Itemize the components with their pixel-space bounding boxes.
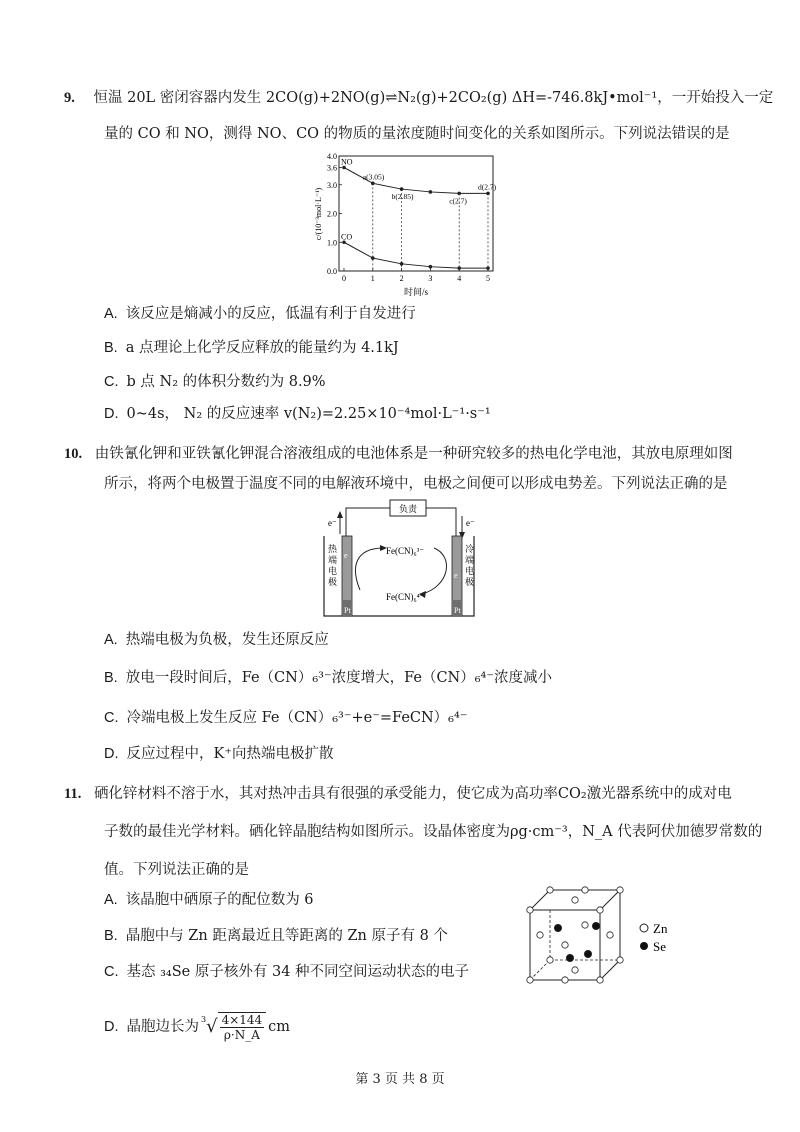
legend-zn-marker bbox=[640, 924, 648, 932]
species-fe-cn6-4minus: Fe(CN)₆⁴⁻ bbox=[386, 592, 425, 602]
zn-atom bbox=[527, 977, 533, 983]
zn-atom bbox=[617, 957, 623, 963]
series-label-co: CO bbox=[341, 232, 353, 242]
pt-label-left: Pt bbox=[344, 606, 351, 615]
q9-stem-line1 bbox=[64, 88, 773, 108]
q10-option-a-text: 热端电极为负极，发生还原反应 bbox=[125, 632, 329, 648]
q10-stem-line2: 所示，将两个电极置于温度不同的电解液环境中，电极之间便可以形成电势差。下列说法正确的是 bbox=[104, 476, 728, 492]
q10-option-a: A. 热端电极为负极，发生还原反应 bbox=[104, 632, 329, 648]
q11-stem-line2: 子数的最佳光学材料。硒化锌晶胞结构如图所示。设晶体密度为ρg·cm⁻³，N_A 代表阿伏加德罗常数的 bbox=[104, 824, 763, 840]
q10-option-d-text: 反应过程中，K⁺向热端电极扩散 bbox=[126, 746, 334, 762]
point-no bbox=[429, 190, 433, 194]
electron-label-left: e⁻ bbox=[328, 518, 337, 528]
q11-option-d: D. 晶胞边长为 3 √ $\frac{4\times 144}{\rho\cdot N\_A}$ cm bbox=[104, 1012, 290, 1042]
zn-atom bbox=[527, 907, 533, 913]
y-tick-label: 1.0 bbox=[327, 238, 337, 248]
pt-label-right: Pt bbox=[454, 606, 461, 615]
annotation-label: b(2.85) bbox=[391, 192, 414, 202]
q9-text-1: 恒温 20L 密闭容器内发生 2CO(g)+2NO(g)⇌N₂(g)+2CO₂(g) ΔH=-746.8kJ•mol⁻¹，一开始投入一定 bbox=[93, 90, 774, 106]
electron-label-right: e⁻ bbox=[466, 518, 475, 528]
x-tick-label: 4 bbox=[457, 274, 462, 283]
annotation-label: c(2.7) bbox=[449, 196, 467, 206]
zn-atom bbox=[597, 907, 603, 913]
q11-option-c-text: 基态 ₃₄Se 原子核外有 34 种不同空间运动状态的电子 bbox=[126, 964, 470, 980]
q10-option-d: D. 反应过程中，K⁺向热端电极扩散 bbox=[104, 746, 334, 762]
y-tick-label: 0.0 bbox=[327, 267, 337, 276]
q9-stem-line2: 量的 CO 和 NO，测得 NO、CO 的物质的量浓度随时间变化的关系如图所示。下列说法错误的是 bbox=[104, 126, 730, 142]
q11-text-1: 硒化锌材料不溶于水，其对热冲击具有很强的承受能力，使它成为高功率CO₂激光器系统中的成对电 bbox=[93, 786, 732, 802]
chart-xlabel: 时间/s bbox=[403, 287, 429, 297]
cube-root-expression: 3 √ $\frac{4\times 144}{\rho\cdot N\_A}$ bbox=[201, 1012, 266, 1042]
root-denominator: ρ·N_A bbox=[223, 1028, 260, 1042]
series-label-no: NO bbox=[341, 157, 353, 167]
e-label-left: e bbox=[344, 551, 348, 560]
x-tick-label: 5 bbox=[486, 274, 490, 283]
wire-left bbox=[346, 508, 390, 536]
q10-number: 10. bbox=[64, 446, 83, 462]
q11-number: 11. bbox=[64, 786, 82, 802]
q11-option-a: A. 该晶胞中硒原子的配位数为 6 bbox=[104, 892, 314, 908]
chart-ylabel: c/(10⁻³mol·L⁻¹) bbox=[314, 187, 323, 241]
q9-option-d: D. 0~4s， N₂ 的反应速率 v(N₂)=2.25×10⁻⁴mol·L⁻¹·s⁻¹ bbox=[104, 406, 491, 422]
zn-atom bbox=[572, 967, 578, 973]
thermocell-diagram bbox=[314, 496, 484, 620]
cold-electrode-label: 冷端电极 bbox=[465, 544, 475, 587]
annotation-label: d(2.7) bbox=[478, 182, 497, 192]
series-line-co bbox=[344, 242, 488, 268]
cycle-arrow-up bbox=[355, 548, 384, 590]
se-atoms bbox=[554, 922, 599, 961]
q10-option-b-text: 放电一段时间后，Fe（CN）₆³⁻浓度增大，Fe（CN）₆⁴⁻浓度减小 bbox=[125, 670, 553, 686]
root-index: 3 bbox=[201, 1015, 207, 1024]
q9-number: 9. bbox=[64, 90, 75, 106]
q9-option-a-text: 该反应是熵减小的反应，低温有利于自发进行 bbox=[125, 306, 416, 322]
zn-atom bbox=[597, 977, 603, 983]
q10-option-b: B. 放电一段时间后，Fe（CN）₆³⁻浓度增大，Fe（CN）₆⁴⁻浓度减小 bbox=[104, 670, 553, 686]
q11-option-d-unit: cm bbox=[268, 1019, 291, 1035]
se-atom bbox=[584, 950, 591, 957]
zn-atom bbox=[562, 977, 568, 983]
zn-atom bbox=[617, 887, 623, 893]
q9-option-d-text: 0~4s， N₂ 的反应速率 v(N₂)=2.25×10⁻⁴mol·L⁻¹·s⁻¹ bbox=[126, 406, 491, 422]
cycle-arrow-down bbox=[422, 548, 447, 594]
point-co bbox=[429, 265, 433, 269]
se-atom bbox=[554, 924, 561, 931]
q11-stem-line1 bbox=[64, 784, 732, 804]
q10-option-c: C. 冷端电极上发生反应 Fe（CN）₆³⁻+e⁻=FeCN）₆⁴⁻ bbox=[104, 710, 468, 726]
q11-stem-line3: 值。下列说法正确的是 bbox=[104, 862, 249, 878]
znse-unit-cell bbox=[520, 876, 700, 992]
q9-option-a: A. 该反应是熵减小的反应，低温有利于自发进行 bbox=[104, 306, 416, 322]
x-tick-label: 2 bbox=[399, 274, 404, 283]
zn-atom bbox=[582, 922, 588, 928]
e-label-right: e bbox=[454, 571, 458, 580]
root-numerator: 4×144 bbox=[221, 1013, 263, 1027]
y-tick-label: 3.6 bbox=[327, 163, 337, 173]
y-tick-label: 3.0 bbox=[327, 180, 337, 190]
q10-stem-line1 bbox=[64, 444, 733, 464]
q11-option-a-text: 该晶胞中硒原子的配位数为 6 bbox=[125, 892, 314, 908]
concentration-time-chart bbox=[312, 150, 498, 300]
y-tick-label: 4.0 bbox=[327, 152, 337, 161]
legend-se-marker bbox=[640, 942, 648, 950]
q11-option-d-prefix: 晶胞边长为 bbox=[126, 1019, 199, 1035]
legend-se-label: Se bbox=[653, 939, 666, 954]
chart-annotation-group bbox=[363, 172, 497, 271]
hot-electrode-label: 热端电极 bbox=[328, 544, 338, 587]
x-tick-label: 3 bbox=[428, 274, 433, 283]
zn-atom bbox=[562, 942, 568, 948]
page-footer: 第 3 页 共 8 页 bbox=[355, 1072, 445, 1087]
zn-atom bbox=[547, 957, 553, 963]
q11-option-c: C. 基态 ₃₄Se 原子核外有 34 种不同空间运动状态的电子 bbox=[104, 964, 470, 980]
x-tick-label: 1 bbox=[370, 274, 375, 283]
q10-text-1: 由铁氰化钾和亚铁氰化钾混合溶液组成的电池体系是一种研究较多的热电化学电池，其放电原理如图 bbox=[94, 446, 733, 462]
q9-option-b-text: a 点理论上化学反应释放的能量约为 4.1kJ bbox=[125, 340, 399, 356]
q9-option-c-text: b 点 N₂ 的体积分数约为 8.9% bbox=[126, 374, 326, 390]
q11-option-b-text: 晶胞中与 Zn 距离最近且等距离的 Zn 原子有 8 个 bbox=[125, 928, 448, 944]
q9-option-b: B. a 点理论上化学反应释放的能量约为 4.1kJ bbox=[104, 340, 399, 356]
load-label: 负责 bbox=[398, 504, 418, 514]
q9-option-c: C. b 点 N₂ 的体积分数约为 8.9% bbox=[104, 374, 326, 390]
zn-atom bbox=[537, 932, 543, 938]
q10-option-c-text: 冷端电极上发生反应 Fe（CN）₆³⁻+e⁻=FeCN）₆⁴⁻ bbox=[126, 710, 468, 726]
chart-guides bbox=[339, 156, 488, 271]
zn-atom bbox=[547, 887, 553, 893]
wire-right bbox=[426, 508, 456, 536]
zn-atom bbox=[582, 887, 588, 893]
x-tick-label: 0 bbox=[342, 274, 346, 283]
zn-atom bbox=[607, 932, 613, 938]
se-atom bbox=[566, 954, 573, 961]
zn-atom bbox=[572, 897, 578, 903]
se-atom bbox=[592, 922, 599, 929]
species-fe-cn6-3minus: Fe(CN)₆³⁻ bbox=[386, 546, 425, 556]
q11-option-b: B. 晶胞中与 Zn 距离最近且等距离的 Zn 原子有 8 个 bbox=[104, 928, 448, 944]
y-tick-label: 2.0 bbox=[327, 209, 337, 219]
legend-zn-label: Zn bbox=[653, 921, 668, 936]
annotation-label: a(3.05) bbox=[362, 172, 385, 182]
